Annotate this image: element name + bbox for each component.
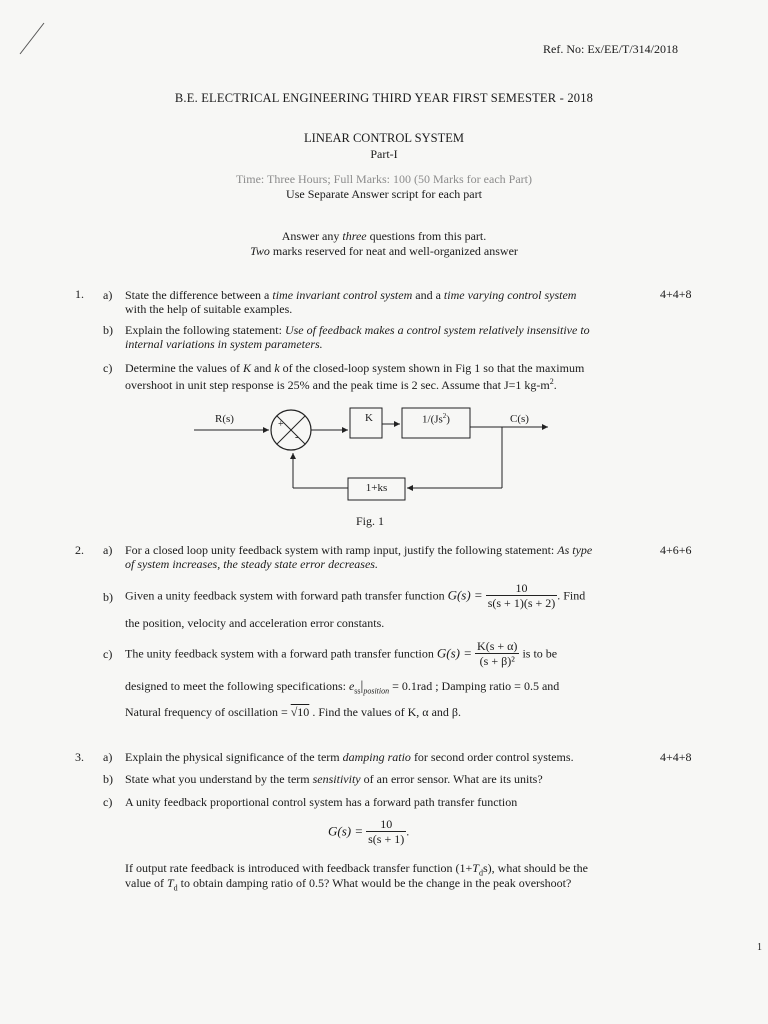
q2-b-fraction: $\frac{10}{s(s + 1)(s + 2)}$ [487, 581, 556, 610]
q1-a-text-line2: with the help of suitable examples. [125, 302, 293, 316]
q3-c-label: c) [103, 795, 113, 809]
feedback-label: 1+ks [365, 482, 388, 494]
q3-b-text: State what you understand by the term sensitivity of an error sensor. What are its units? [125, 772, 543, 786]
gain-k-label: K [365, 412, 373, 424]
question-2-number: 2. [75, 543, 84, 557]
question-1-marks: 4+4+8 [660, 287, 692, 301]
subject-title: LINEAR CONTROL SYSTEM [304, 131, 464, 145]
input-signal-label: R(s) [215, 413, 234, 425]
plus-sign: + [278, 419, 284, 430]
q1-b-label: b) [103, 323, 113, 337]
q2-b-text: Given a unity feedback system with forward path transfer function G(s) = $\frac{10}{s(s + 1)(s + 2)}$ . Find [125, 581, 586, 610]
part-label: Part-I [370, 147, 398, 161]
figure-caption: Fig. 1 [356, 514, 385, 528]
q3-c-text: A unity feedback proportional control system has a forward path transfer function [125, 795, 518, 809]
marks-reserved-note: Two marks reserved for neat and well-organized answer [250, 244, 518, 258]
q2-a-label: a) [103, 543, 113, 557]
q3-c-text-line3: If output rate feedback is introduced with feedback transfer function $(1+T_ds)$, what should be the [125, 861, 588, 878]
reference-number: Ref. No: Ex/EE/T/314/2018 [543, 42, 678, 56]
minus-sign: - [295, 432, 299, 443]
q2-c-fraction: $\frac{K(s + \alpha)}{\text{(s + β)²}}$ [477, 639, 518, 668]
q2-c-label: c) [103, 647, 113, 661]
q3-b-label: b) [103, 772, 113, 786]
exam-header: B.E. ELECTRICAL ENGINEERING THIRD YEAR FIRST SEMESTER - 2018 [174, 91, 594, 105]
output-signal-label: C(s) [510, 413, 529, 425]
pen-tick-mark [18, 20, 48, 56]
q3-a-label: a) [103, 750, 113, 764]
separate-script-note: Use Separate Answer script for each part [286, 187, 482, 201]
q1-b-text-line2: internal variations in system parameters. [125, 337, 323, 351]
question-3-number: 3. [75, 750, 84, 764]
q3-c-fraction: $\frac{10}{s(s + 1)}$ [368, 817, 405, 846]
question-1-number: 1. [75, 287, 84, 301]
q3-a-text: Explain the physical significance of the term damping ratio for second order control systems. [125, 750, 574, 764]
q2-c-text-line2: designed to meet the following specifications: $e_{ss}|_{position} = 0.1rad$ ; Damping ratio = 0.5 and [125, 679, 560, 696]
q2-b-label: b) [103, 590, 113, 604]
q1-c-text-line2: overshoot in unit step response is 25% and the peak time is 2 sec. Assume that J=1 $kg-m^2$. [125, 377, 557, 392]
answer-instruction: Answer any three questions from this part. [281, 229, 487, 243]
q1-c-label: c) [103, 361, 113, 375]
time-marks-line: Time: Three Hours; Full Marks: 100 (50 Marks for each Part) [236, 172, 532, 186]
summing-junction [271, 410, 311, 450]
q3-c-equation: G(s) = $\frac{10}{s(s + 1)}$ . [328, 817, 410, 846]
q2-c-text-line3: Natural frequency of oscillation = √10 . Find the values of K, α and β. [125, 705, 462, 719]
q1-c-text: Determine the values of K and k of the closed-loop system shown in Fig 1 so that the maximum [125, 361, 585, 375]
q2-a-text-line2: of system increases, the steady state error decreases. [125, 557, 378, 571]
q1-a-label: a) [103, 288, 113, 302]
q2-b-text-line2: the position, velocity and acceleration error constants. [125, 616, 385, 630]
plant-label: 1/(Js$^2$) [422, 412, 450, 426]
q2-c-text: The unity feedback system with a forward path transfer function G(s) = $\frac{K(s + \alpha)}{\text{(s + β)²}}$ is to be [125, 639, 558, 668]
q1-b-text: Explain the following statement: Use of feedback makes a control system relatively insensitive to [125, 323, 590, 337]
question-2-marks: 4+6+6 [660, 543, 692, 557]
q2-a-text: For a closed loop unity feedback system with ramp input, justify the following statement: As type [125, 543, 593, 557]
q3-c-text-line4: value of $T_d$ to obtain damping ratio of 0.5? What would be the change in the peak overshoot? [125, 876, 572, 893]
question-3-marks: 4+4+8 [660, 750, 692, 764]
q1-a-text: State the difference between a time invariant control system and a time varying control system [125, 288, 577, 302]
margin-mark: 1 [757, 942, 762, 953]
